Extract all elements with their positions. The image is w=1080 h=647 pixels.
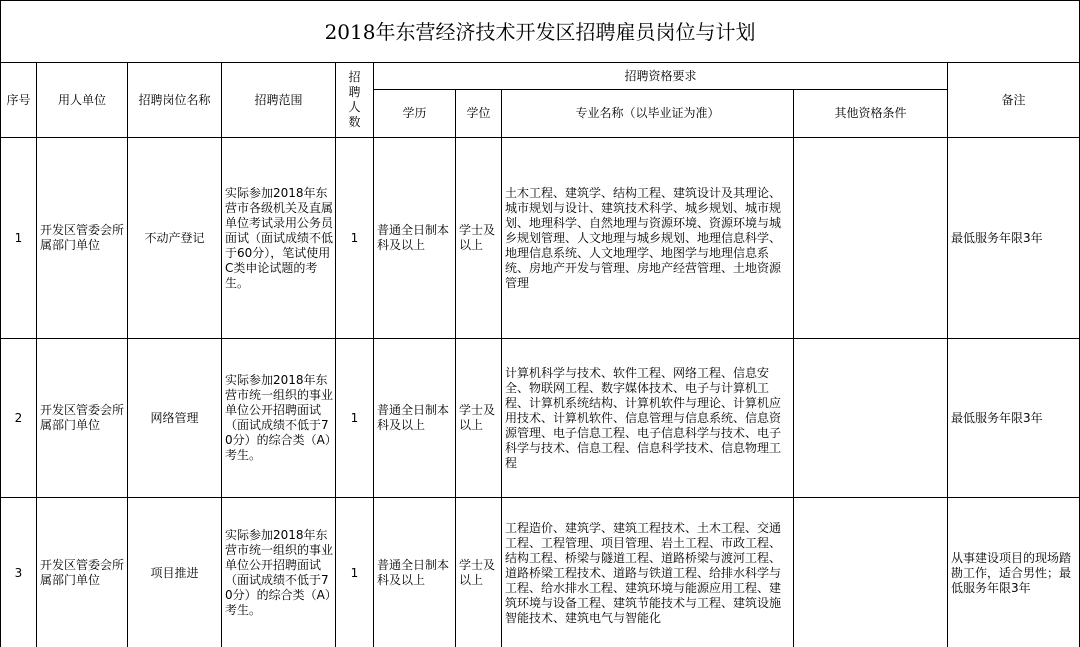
cell-unit: 开发区管委会所属部门单位 <box>37 339 128 498</box>
header-other: 其他资格条件 <box>794 90 948 138</box>
cell-other <box>794 498 948 647</box>
header-qualification: 招聘资格要求 <box>374 63 948 90</box>
cell-major: 工程造价、建筑学、建筑工程技术、土木工程、交通工程、工程管理、项目管理、岩土工程、市政工程、结构工程、桥梁与隧道工程、道路桥梁与渡河工程、道路桥梁工程技术、道路与铁道工程、给排水科学与工程、给水排水工程、建筑环境与能源应用工程、建筑环境与设备工程、建筑节能技术与工程、建筑设施智能技术、建筑电气与智能化 <box>502 498 794 647</box>
header-edu: 学历 <box>374 90 456 138</box>
header-seq: 序号 <box>1 63 37 138</box>
header-degree: 学位 <box>456 90 502 138</box>
table-row <box>1 138 1080 339</box>
header-post: 招聘岗位名称 <box>128 63 222 138</box>
cell-remark: 最低服务年限3年 <box>948 339 1080 498</box>
cell-seq: 2 <box>1 339 37 498</box>
cell-edu: 普通全日制本科及以上 <box>374 339 456 498</box>
cell-remark: 最低服务年限3年 <box>948 138 1080 339</box>
cell-count: 1 <box>336 498 374 647</box>
cell-post: 网络管理 <box>128 339 222 498</box>
cell-unit: 开发区管委会所属部门单位 <box>37 138 128 339</box>
header-major: 专业名称（以毕业证为准） <box>502 90 794 138</box>
cell-count: 1 <box>336 138 374 339</box>
header-scope: 招聘范围 <box>222 63 336 138</box>
cell-major: 土木工程、建筑学、结构工程、建筑设计及其理论、城市规划与设计、建筑技术科学、城乡规划、城市规划、地理科学、自然地理与资源环境、资源环境与城乡规划管理、人文地理与城乡规划、地理信息科学、地理信息系统、人文地理学、地图学与地理信息系统、房地产开发与管理、房地产经营管理、土地资源管理 <box>502 138 794 339</box>
cell-edu: 普通全日制本科及以上 <box>374 138 456 339</box>
cell-scope: 实际参加2018年东营市统一组织的事业单位公开招聘面试（面试成绩不低于70分）的综合类（A）考生。 <box>222 339 336 498</box>
cell-scope: 实际参加2018年东营市各级机关及直属单位考试录用公务员面试（面试成绩不低于60分），笔试使用C类申论试题的考生。 <box>222 138 336 339</box>
cell-major: 计算机科学与技术、软件工程、网络工程、信息安全、物联网工程、数字媒体技术、电子与计算机工程、计算机系统结构、计算机软件与理论、计算机应用技术、计算机软件、信息管理与信息系统、信息资源管理、电子信息工程、电子信息科学与技术、电子科学与技术、信息工程、信息科学技术、信息物理工程 <box>502 339 794 498</box>
cell-remark: 从事建设项目的现场踏勘工作，适合男性；最低服务年限3年 <box>948 498 1080 647</box>
header-unit: 用人单位 <box>37 63 128 138</box>
cell-degree: 学士及以上 <box>456 498 502 647</box>
cell-unit: 开发区管委会所属部门单位 <box>37 498 128 647</box>
header-count: 招聘人数 <box>336 63 374 138</box>
table-row <box>1 498 1080 647</box>
cell-count: 1 <box>336 339 374 498</box>
table-title: 2018年东营经济技术开发区招聘雇员岗位与计划 <box>1 1 1080 63</box>
table-row <box>1 339 1080 498</box>
cell-other <box>794 339 948 498</box>
cell-seq: 3 <box>1 498 37 647</box>
cell-seq: 1 <box>1 138 37 339</box>
cell-degree: 学士及以上 <box>456 138 502 339</box>
header-remark: 备注 <box>948 63 1080 138</box>
cell-post: 不动产登记 <box>128 138 222 339</box>
cell-degree: 学士及以上 <box>456 339 502 498</box>
cell-post: 项目推进 <box>128 498 222 647</box>
cell-scope: 实际参加2018年东营市统一组织的事业单位公开招聘面试（面试成绩不低于70分）的综合类（A）考生。 <box>222 498 336 647</box>
cell-edu: 普通全日制本科及以上 <box>374 498 456 647</box>
cell-other <box>794 138 948 339</box>
